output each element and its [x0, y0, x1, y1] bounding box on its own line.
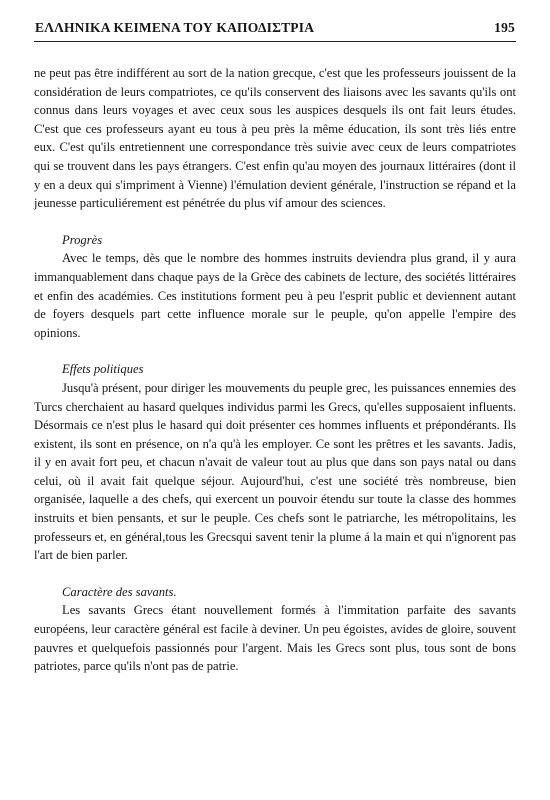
continuation-paragraph: ne peut pas être indifférent au sort de la nation grecque, c'est que les professeurs jouissent de la considération de leurs compatriotes, ce qu'ils conservent des liaisons avec les savants qu'ils ont connus dans leurs voyages et avec ceux sous les auspices desquels ils ont fait leurs études. C'est que ces professeurs ayant eu tous à peu près la même éducation, ils sont très liés entre eux. C'est qu'ils entretiennent une correspondance très suivie avec ceux de leurs compatriotes qui se trouvent dans les pays étrangers. C'est enfin qu'au moyen des journaux littéraires (dont il y en a deux qui s'impriment à Vienne) l'émulation devient générale, l'instruction se répand et la jeunesse particuliérement est pénétrée du plus vif amour des sciences. — [34, 66, 516, 211]
book-page — [34, 20, 516, 676]
running-title: ΕΛΛΗΝΙΚΑ ΚΕΙΜΕΝΑ ΤΟΥ ΚΑΠΟΔΙΣΤΡΙΑ — [35, 20, 315, 35]
header-rule — [34, 41, 516, 42]
section-paragraph: Jusqu'à présent, pour diriger les mouvements du peuple grec, les puissances ennemies des Turcs cherchaient au hasard quelques individus parmi les Grecs, qu'elles supposaient influents. Désormais ce n'est plus le hasard qui doit présenter ces hommes influents et prépondérants. Ils existent, ils sont en présence, on n'a qu'à les employer. Ce sont les prêtres et les savants. Jadis, il y en avait fort peu, et chacun n'avait de valeur tout au plus que dans son pays natal ou dans celui, où il avait fait quelque séjour. Aujourd'hui, c'est une société très nombreuse, bien organisée, laquelle a des chefs, qui exercent un pouvoir étendu sur toute la classe des hommes instruits et bien pensants, et sur le peuple. Ces chefs sont le patriarche, les métropolitains, les professeurs et, en général,tous les Grecsqui savent tenir la plume á la main et qui n'ignorent pas l'art de bien parler. — [34, 380, 516, 563]
section-progres — [34, 231, 516, 343]
section-caractere-des-savants — [34, 583, 516, 676]
running-header — [34, 20, 516, 40]
section-effets-politiques — [34, 360, 516, 565]
section-heading: Effets politiques — [62, 362, 144, 377]
section-heading: Caractère des savants. — [62, 584, 177, 599]
section-paragraph: Avec le temps, dès que le nombre des hommes instruits deviendra plus grand, il y aura immanquablement dans chaque pays de la Grèce des cabinets de lecture, des sociétés littéraires et enfin des académies. Ces institutions forment peu à peu l'esprit public et deviennent autant de foyers desquels part cette influence morale sur le peuple, qu'on appelle l'empire des opinions. — [34, 251, 516, 340]
page-number: 195 — [494, 20, 515, 35]
page-body — [34, 64, 516, 676]
section-heading: Progrès — [62, 232, 103, 247]
section-paragraph: Les savants Grecs étant nouvellement formés à l'immitation parfaite des savants européens, leur caractère général est facile à deviner. Un peu égoistes, avides de gloire, souvent pauvres et quelquefois passionnés pour l'argent. Mais les Grecs sont plus, tous sont de bons patriotes, parce qu'ils n'ont pas de patrie. — [34, 603, 516, 674]
